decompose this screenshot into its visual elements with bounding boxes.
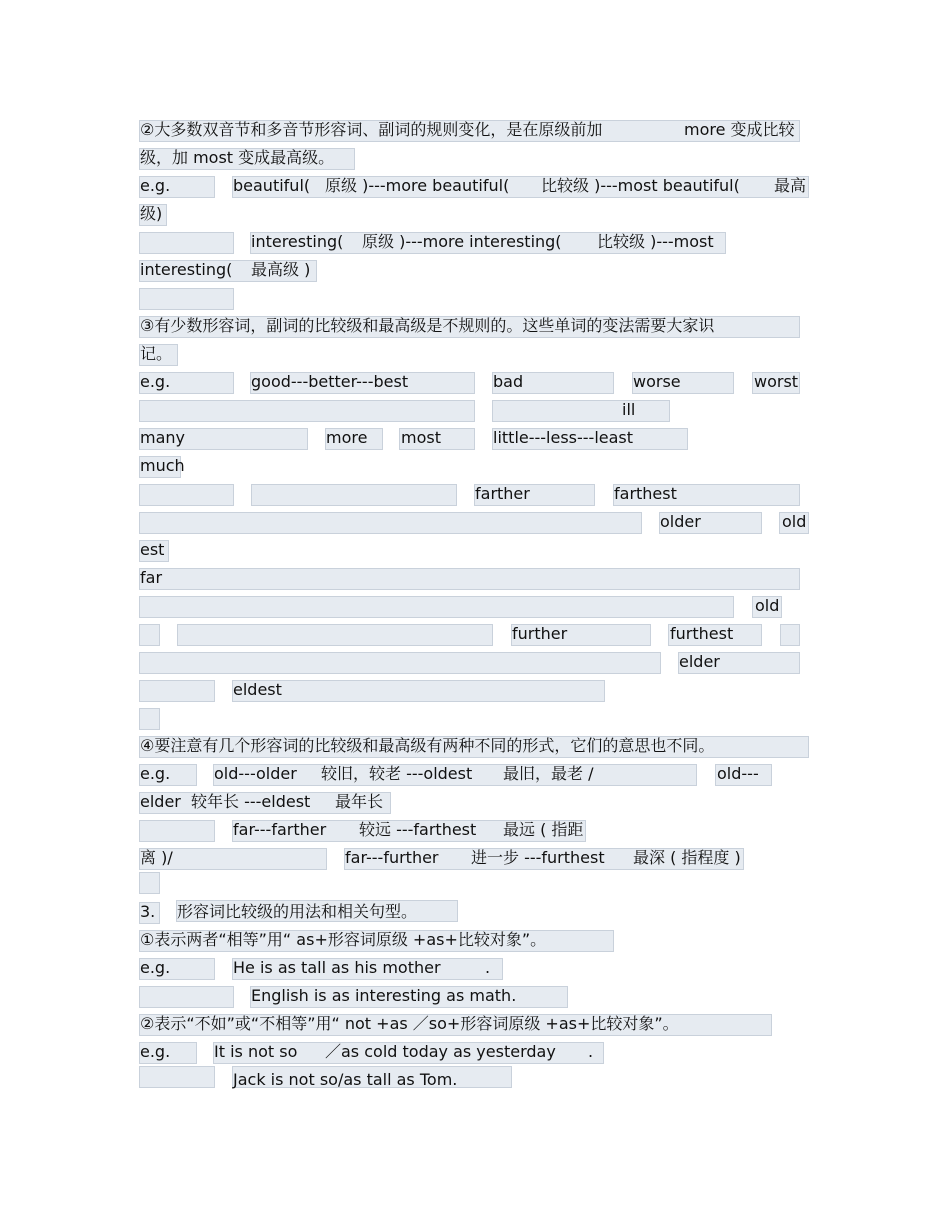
text-highlight: [139, 820, 215, 842]
text-farthest-meaning: 最远 ( 指距: [503, 820, 584, 839]
word-bad: bad: [493, 372, 524, 391]
blank-cell: [139, 986, 234, 1008]
paragraph-irregular-end: 记。: [140, 344, 173, 363]
example-comparative-most: 比较级 )---most beautiful(: [541, 176, 740, 195]
table-cell: [139, 596, 734, 618]
word-old-part: old: [782, 512, 807, 531]
table-cell: [139, 484, 234, 506]
word-older: older: [660, 512, 701, 531]
word-good: good---better---best: [251, 372, 409, 391]
example-period: .: [588, 1042, 594, 1061]
table-cell: [139, 652, 661, 674]
example-superlative: 最高级 ): [251, 260, 311, 279]
table-cell: [139, 512, 642, 534]
paragraph-not-as: ②表示“不如”或“不相等”用“ not +as ／so+形容词原级 +as+比较对象”。: [140, 1014, 679, 1033]
word-furthest: furthest: [670, 624, 734, 643]
word-eldest: eldest: [233, 680, 282, 699]
text-furthest-meaning: 最深 ( 指程度 ): [633, 848, 741, 867]
table-cell: [780, 624, 800, 646]
example-sentence: Jack is not so/as tall as Tom.: [233, 1070, 458, 1089]
text-distance: 离 )/: [140, 848, 173, 867]
text-farther-farthest: 较远 ---farthest: [359, 820, 477, 839]
eg-label: e.g.: [140, 1042, 171, 1061]
example-sentence: He is as tall as his mother: [233, 958, 441, 977]
example-beautiful: beautiful(: [233, 176, 311, 195]
word-worse: worse: [633, 372, 681, 391]
table-cell: [251, 484, 457, 506]
table-cell: [139, 624, 160, 646]
paragraph-as-as: ①表示两者“相等”用“ as+形容词原级 +as+比较对象”。: [140, 930, 547, 949]
example-interesting: interesting(: [251, 232, 344, 251]
word-worst: worst: [754, 372, 799, 391]
table-cell: [139, 708, 160, 730]
word-most: most: [401, 428, 441, 447]
example-sentence-part1: It is not so: [214, 1042, 298, 1061]
word-far: far: [140, 568, 163, 587]
word-old-elder: old---: [717, 764, 759, 783]
eg-label: e.g.: [140, 372, 171, 391]
word-further: further: [512, 624, 568, 643]
word-old: old: [755, 596, 780, 615]
text-most-superlative: 级，加 most 变成最高级。: [140, 148, 335, 167]
text-elder-eldest: 较年长 ---eldest: [191, 792, 311, 811]
word-old-older: old---older: [214, 764, 297, 783]
word-many: many: [140, 428, 185, 447]
eg-label: e.g.: [140, 764, 171, 783]
blank-cell: [139, 872, 160, 894]
example-superlative-part2: 级): [140, 204, 163, 223]
example-interesting-2: interesting(: [140, 260, 233, 279]
word-little: little---less---least: [493, 428, 634, 447]
word-farther: farther: [475, 484, 530, 503]
paragraph-regular-change: ②大多数双音节和多音节形容词、副词的规则变化，是在原级前加: [140, 120, 603, 139]
example-period: .: [485, 958, 491, 977]
text-more-comparative: more 变成比较: [684, 120, 795, 139]
table-cell: [139, 568, 800, 590]
word-more: more: [326, 428, 368, 447]
blank-cell: [139, 232, 234, 254]
section-number: 3.: [140, 902, 156, 921]
word-much: much: [140, 456, 185, 475]
word-farthest: farthest: [614, 484, 677, 503]
table-cell: [492, 400, 670, 422]
word-ill: ill: [622, 400, 636, 419]
paragraph-irregular: ③有少数形容词，副词的比较级和最高级是不规则的。这些单词的变法需要大家识: [140, 316, 715, 335]
word-elder: elder: [679, 652, 720, 671]
word-elder: elder: [140, 792, 181, 811]
text-eldest-meaning: 最年长: [335, 792, 384, 811]
table-cell: [232, 680, 605, 702]
text-older-oldest: 较旧，较老 ---oldest: [321, 764, 473, 783]
eg-label: e.g.: [140, 958, 171, 977]
table-cell: [139, 400, 475, 422]
blank-cell: [139, 288, 234, 310]
example-positive-more: 原级 )---more beautiful(: [325, 176, 510, 195]
table-cell: [177, 624, 493, 646]
section-title: 形容词比较级的用法和相关句型。: [177, 902, 418, 921]
example-sentence-part2: ／as cold today as yesterday: [325, 1042, 556, 1061]
example-comparative-most: 比较级 )---most: [597, 232, 714, 251]
word-est-part: est: [140, 540, 165, 559]
text-further-furthest: 进一步 ---furthest: [471, 848, 605, 867]
word-far-further: far---further: [345, 848, 439, 867]
table-cell: [139, 680, 215, 702]
eg-label: e.g.: [140, 176, 171, 195]
blank-cell: [139, 1066, 215, 1088]
paragraph-two-forms: ④要注意有几个形容词的比较级和最高级有两种不同的形式，它们的意思也不同。: [140, 736, 715, 755]
example-positive-more: 原级 )---more interesting(: [362, 232, 562, 251]
example-sentence: English is as interesting as math.: [251, 986, 517, 1005]
text-oldest-meaning: 最旧，最老 /: [503, 764, 594, 783]
example-superlative-part1: 最高: [774, 176, 807, 195]
word-far-farther: far---farther: [233, 820, 327, 839]
